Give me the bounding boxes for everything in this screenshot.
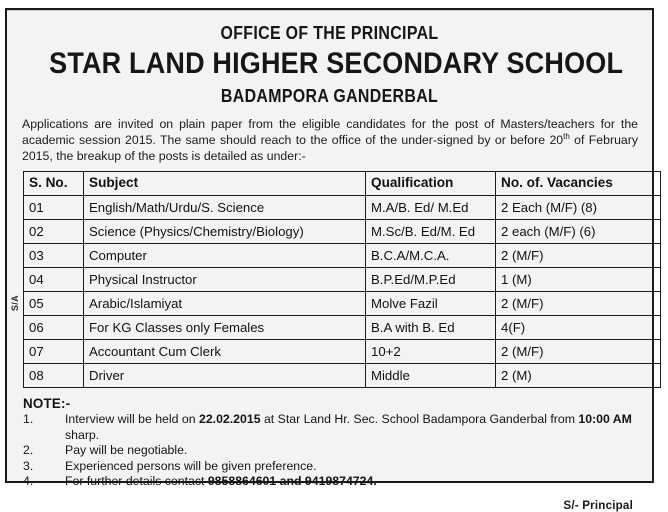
office-line: OFFICE OF THE PRINCIPAL — [220, 22, 439, 43]
table-cell-3: 2 (M/F) — [496, 340, 661, 364]
vacancy-table — [23, 171, 661, 388]
note-number: 1. — [23, 412, 34, 427]
notes-list — [23, 412, 641, 490]
intro-text-part1: Applications are invited on plain paper from the eligible candidates for the post of Masters/teachers for the academic session 2015. The same should reach to the office of the under-signed by or before 20 — [22, 117, 638, 147]
note-item — [23, 459, 641, 475]
table-cell-0: 04 — [24, 268, 84, 292]
note-text — [65, 459, 641, 475]
table-row — [24, 316, 661, 340]
table-row — [24, 244, 661, 268]
table-cell-2: 10+2 — [366, 340, 496, 364]
table-row — [24, 268, 661, 292]
table-header-row — [24, 172, 661, 196]
intro-paragraph — [18, 117, 641, 164]
advertisement-notice — [5, 8, 654, 512]
ordinal-suffix: th — [563, 131, 570, 141]
table-cell-1: Arabic/Islamiyat — [84, 292, 366, 316]
table-cell-2: M.Sc/B. Ed/M. Ed — [366, 220, 496, 244]
note-number: 3. — [23, 458, 34, 473]
note-emphasis: 22.02.2015 — [198, 412, 261, 427]
table-cell-2: B.A with B. Ed — [366, 316, 496, 340]
note-emphasis: 9858864601 and 9419874724. — [207, 474, 377, 489]
note-number: 4. — [23, 474, 34, 489]
table-cell-1: For KG Classes only Females — [84, 316, 366, 340]
table-row — [24, 196, 661, 220]
table-cell-0: 05 — [24, 292, 84, 316]
table-cell-2: Middle — [366, 364, 496, 388]
table-header-cell-2: Qualification — [366, 172, 496, 196]
table-row — [24, 292, 661, 316]
table-cell-2: B.C.A/M.C.A. — [366, 244, 496, 268]
table-cell-1: Physical Instructor — [84, 268, 366, 292]
table-row — [24, 340, 661, 364]
table-header-cell-1: Subject — [84, 172, 366, 196]
table-body — [24, 196, 661, 388]
table-cell-3: 2 Each (M/F) (8) — [496, 196, 661, 220]
table-cell-3: 2 (M) — [496, 364, 661, 388]
table-cell-3: 1 (M) — [496, 268, 661, 292]
note-plain: Pay will be negotiable. — [65, 443, 188, 458]
table-row — [24, 220, 661, 244]
notes-section — [18, 396, 641, 490]
note-plain: at Star Land Hr. Sec. School Badampora Ganderbal from — [260, 412, 579, 427]
note-item — [23, 474, 641, 490]
note-text — [65, 443, 641, 459]
table-cell-0: 07 — [24, 340, 84, 364]
table-cell-3: 4(F) — [496, 316, 661, 340]
school-location: BADAMPORA GANDERBAL — [220, 84, 439, 106]
school-name: STAR LAND HIGHER SECONDARY SCHOOL — [49, 47, 624, 81]
table-cell-1: Driver — [84, 364, 366, 388]
table-cell-3: 2 each (M/F) (6) — [496, 220, 661, 244]
table-cell-2: Molve Fazil — [366, 292, 496, 316]
note-text — [65, 412, 641, 443]
intro-text-part2: of February 2015, the breakup of the posts is detailed as under:- — [22, 132, 638, 163]
table-cell-1: Science (Physics/Chemistry/Biology) — [84, 220, 366, 244]
vacancy-table-wrap — [10, 171, 641, 388]
note-text — [65, 474, 641, 490]
table-cell-0: 01 — [24, 196, 84, 220]
table-cell-0: 08 — [24, 364, 84, 388]
note-item — [23, 443, 641, 459]
signature-line: S/- Principal — [563, 498, 633, 512]
notes-title: NOTE:- — [23, 396, 71, 412]
table-cell-0: 03 — [24, 244, 84, 268]
side-tag-sa: S/A — [10, 295, 20, 312]
table-cell-1: English/Math/Urdu/S. Science — [84, 196, 366, 220]
table-header-cell-0: S. No. — [24, 172, 84, 196]
note-plain: For further details contact — [65, 474, 208, 489]
table-cell-3: 2 (M/F) — [496, 244, 661, 268]
notice-header — [18, 23, 641, 105]
note-plain: sharp. — [65, 427, 100, 442]
table-cell-1: Computer — [84, 244, 366, 268]
note-plain: Interview will be held on — [65, 412, 199, 427]
note-plain: Experienced persons will be given preference. — [65, 458, 317, 473]
table-cell-0: 06 — [24, 316, 84, 340]
table-cell-3: 2 (M/F) — [496, 292, 661, 316]
note-item — [23, 412, 641, 443]
table-cell-2: B.P.Ed/M.P.Ed — [366, 268, 496, 292]
table-row — [24, 364, 661, 388]
table-cell-2: M.A/B. Ed/ M.Ed — [366, 196, 496, 220]
table-cell-0: 02 — [24, 220, 84, 244]
table-header-cell-3: No. of. Vacancies — [496, 172, 661, 196]
note-emphasis: 10:00 AM — [578, 412, 632, 427]
note-number: 2. — [23, 443, 34, 458]
table-cell-1: Accountant Cum Clerk — [84, 340, 366, 364]
